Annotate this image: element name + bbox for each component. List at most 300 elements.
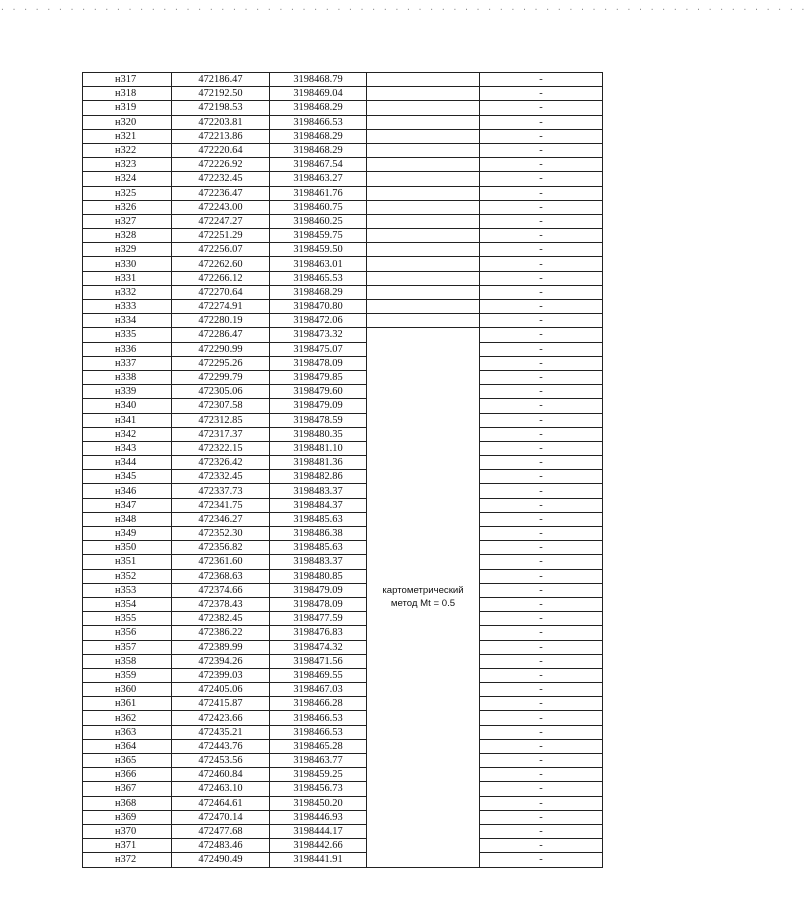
table-row [83,754,603,768]
method-cell-empty [367,200,480,214]
description-cell: - [480,754,603,768]
description-cell: - [480,768,603,782]
description-cell: - [480,654,603,668]
x-coordinate-cell: 472346.27 [172,512,270,526]
description-cell: - [480,541,603,555]
x-coordinate-cell: 472186.47 [172,73,270,87]
table-row [83,314,603,328]
method-cell-empty [367,214,480,228]
description-cell: - [480,158,603,172]
y-coordinate-cell: 3198444.17 [270,824,367,838]
y-coordinate-cell: 3198466.28 [270,697,367,711]
description-cell: - [480,725,603,739]
coordinates-table-body [83,73,603,868]
table-row [83,456,603,470]
method-cell-empty [367,158,480,172]
x-coordinate-cell: 472262.60 [172,257,270,271]
x-coordinate-cell: 472464.61 [172,796,270,810]
table-row [83,427,603,441]
y-coordinate-cell: 3198474.32 [270,640,367,654]
table-row [83,839,603,853]
x-coordinate-cell: 472423.66 [172,711,270,725]
description-cell: - [480,186,603,200]
x-coordinate-cell: 472443.76 [172,739,270,753]
description-cell: - [480,87,603,101]
table-row [83,186,603,200]
y-coordinate-cell: 3198467.03 [270,683,367,697]
method-cell-empty [367,285,480,299]
point-id-cell: н350 [83,541,172,555]
point-id-cell: н369 [83,810,172,824]
y-coordinate-cell: 3198463.27 [270,172,367,186]
description-cell: - [480,356,603,370]
method-cell-empty [367,143,480,157]
y-coordinate-cell: 3198483.37 [270,484,367,498]
description-cell: - [480,668,603,682]
description-cell: - [480,229,603,243]
y-coordinate-cell: 3198485.63 [270,512,367,526]
x-coordinate-cell: 472192.50 [172,87,270,101]
table-row [83,768,603,782]
y-coordinate-cell: 3198468.29 [270,143,367,157]
y-coordinate-cell: 3198463.77 [270,754,367,768]
x-coordinate-cell: 472389.99 [172,640,270,654]
method-cell-empty [367,87,480,101]
x-coordinate-cell: 472382.45 [172,612,270,626]
y-coordinate-cell: 3198466.53 [270,115,367,129]
y-coordinate-cell: 3198486.38 [270,527,367,541]
y-coordinate-cell: 3198478.09 [270,356,367,370]
table-row [83,413,603,427]
y-coordinate-cell: 3198479.09 [270,399,367,413]
point-id-cell: н327 [83,214,172,228]
y-coordinate-cell: 3198472.06 [270,314,367,328]
y-coordinate-cell: 3198473.32 [270,328,367,342]
x-coordinate-cell: 472337.73 [172,484,270,498]
point-id-cell: н355 [83,612,172,626]
y-coordinate-cell: 3198465.28 [270,739,367,753]
point-id-cell: н331 [83,271,172,285]
table-row [83,683,603,697]
description-cell: - [480,413,603,427]
point-id-cell: н365 [83,754,172,768]
x-coordinate-cell: 472232.45 [172,172,270,186]
y-coordinate-cell: 3198479.09 [270,583,367,597]
point-id-cell: н351 [83,555,172,569]
description-cell: - [480,612,603,626]
point-id-cell: н360 [83,683,172,697]
method-name: картометрический [382,585,464,597]
y-coordinate-cell: 3198467.54 [270,158,367,172]
point-id-cell: н343 [83,441,172,455]
x-coordinate-cell: 472198.53 [172,101,270,115]
x-coordinate-cell: 472203.81 [172,115,270,129]
y-coordinate-cell: 3198468.29 [270,285,367,299]
table-row [83,271,603,285]
table-row [83,285,603,299]
point-id-cell: н357 [83,640,172,654]
description-cell: - [480,456,603,470]
point-id-cell: н325 [83,186,172,200]
x-coordinate-cell: 472386.22 [172,626,270,640]
method-cell-empty [367,243,480,257]
description-cell: - [480,285,603,299]
x-coordinate-cell: 472453.56 [172,754,270,768]
table-row [83,739,603,753]
description-cell: - [480,782,603,796]
x-coordinate-cell: 472378.43 [172,597,270,611]
table-row [83,569,603,583]
point-id-cell: н348 [83,512,172,526]
x-coordinate-cell: 472322.15 [172,441,270,455]
table-row [83,470,603,484]
table-row [83,129,603,143]
x-coordinate-cell: 472280.19 [172,314,270,328]
point-id-cell: н321 [83,129,172,143]
x-coordinate-cell: 472477.68 [172,824,270,838]
point-id-cell: н336 [83,342,172,356]
x-coordinate-cell: 472213.86 [172,129,270,143]
table-row [83,115,603,129]
table-row [83,300,603,314]
point-id-cell: н333 [83,300,172,314]
description-cell: - [480,441,603,455]
y-coordinate-cell: 3198466.53 [270,725,367,739]
x-coordinate-cell: 472256.07 [172,243,270,257]
table-row [83,810,603,824]
table-row [83,654,603,668]
y-coordinate-cell: 3198481.10 [270,441,367,455]
y-coordinate-cell: 3198442.66 [270,839,367,853]
x-coordinate-cell: 472405.06 [172,683,270,697]
method-cell-empty [367,271,480,285]
description-cell: - [480,640,603,654]
table-row [83,484,603,498]
x-coordinate-cell: 472305.06 [172,385,270,399]
x-coordinate-cell: 472374.66 [172,583,270,597]
description-cell: - [480,569,603,583]
x-coordinate-cell: 472243.00 [172,200,270,214]
point-id-cell: н367 [83,782,172,796]
point-id-cell: н332 [83,285,172,299]
description-cell: - [480,527,603,541]
description-cell: - [480,711,603,725]
point-id-cell: н324 [83,172,172,186]
description-cell: - [480,200,603,214]
y-coordinate-cell: 3198479.85 [270,370,367,384]
point-id-cell: н346 [83,484,172,498]
method-cell-empty [367,115,480,129]
table-row [83,512,603,526]
method-cell-empty [367,101,480,115]
header-scan-marks: . . . . . . . . . . . . . . . . . . . . . . . . . . . . . . . . . . . . . . . . . . . . . . . . . . . . . . . . . . . . . . . . . . . . . . [0,4,806,13]
y-coordinate-cell: 3198463.01 [270,257,367,271]
table-row [83,229,603,243]
description-cell: - [480,427,603,441]
x-coordinate-cell: 472226.92 [172,158,270,172]
table-row [83,73,603,87]
x-coordinate-cell: 472394.26 [172,654,270,668]
point-id-cell: н353 [83,583,172,597]
table-row [83,370,603,384]
table-row [83,796,603,810]
x-coordinate-cell: 472415.87 [172,697,270,711]
point-id-cell: н342 [83,427,172,441]
table-row [83,172,603,186]
y-coordinate-cell: 3198480.85 [270,569,367,583]
y-coordinate-cell: 3198469.55 [270,668,367,682]
description-cell: - [480,626,603,640]
point-id-cell: н364 [83,739,172,753]
table-row [83,541,603,555]
y-coordinate-cell: 3198441.91 [270,853,367,867]
point-id-cell: н341 [83,413,172,427]
y-coordinate-cell: 3198466.53 [270,711,367,725]
y-coordinate-cell: 3198483.37 [270,555,367,569]
x-coordinate-cell: 472352.30 [172,527,270,541]
description-cell: - [480,370,603,384]
description-cell: - [480,271,603,285]
y-coordinate-cell: 3198476.83 [270,626,367,640]
point-id-cell: н358 [83,654,172,668]
x-coordinate-cell: 472356.82 [172,541,270,555]
table-row [83,342,603,356]
x-coordinate-cell: 472312.85 [172,413,270,427]
table-row [83,328,603,342]
table-row [83,158,603,172]
x-coordinate-cell: 472290.99 [172,342,270,356]
description-cell: - [480,172,603,186]
point-id-cell: н328 [83,229,172,243]
x-coordinate-cell: 472341.75 [172,498,270,512]
description-cell: - [480,143,603,157]
x-coordinate-cell: 472299.79 [172,370,270,384]
method-cell [367,328,480,867]
method-cell-empty [367,300,480,314]
x-coordinate-cell: 472361.60 [172,555,270,569]
point-id-cell: н372 [83,853,172,867]
x-coordinate-cell: 472236.47 [172,186,270,200]
y-coordinate-cell: 3198469.04 [270,87,367,101]
method-cell-empty [367,257,480,271]
table-row [83,597,603,611]
x-coordinate-cell: 472368.63 [172,569,270,583]
table-row [83,87,603,101]
point-id-cell: н344 [83,456,172,470]
y-coordinate-cell: 3198465.53 [270,271,367,285]
x-coordinate-cell: 472295.26 [172,356,270,370]
description-cell: - [480,342,603,356]
table-row [83,824,603,838]
description-cell: - [480,243,603,257]
point-id-cell: н371 [83,839,172,853]
table-row [83,711,603,725]
x-coordinate-cell: 472326.42 [172,456,270,470]
method-cell-empty [367,186,480,200]
description-cell: - [480,796,603,810]
y-coordinate-cell: 3198478.09 [270,597,367,611]
point-id-cell: н323 [83,158,172,172]
x-coordinate-cell: 472266.12 [172,271,270,285]
y-coordinate-cell: 3198460.75 [270,200,367,214]
description-cell: - [480,129,603,143]
y-coordinate-cell: 3198468.29 [270,129,367,143]
description-cell: - [480,214,603,228]
description-cell: - [480,328,603,342]
x-coordinate-cell: 472317.37 [172,427,270,441]
point-id-cell: н359 [83,668,172,682]
table-row [83,626,603,640]
y-coordinate-cell: 3198485.63 [270,541,367,555]
description-cell: - [480,470,603,484]
point-id-cell: н318 [83,87,172,101]
x-coordinate-cell: 472399.03 [172,668,270,682]
description-cell: - [480,810,603,824]
y-coordinate-cell: 3198479.60 [270,385,367,399]
description-cell: - [480,739,603,753]
description-cell: - [480,853,603,867]
y-coordinate-cell: 3198478.59 [270,413,367,427]
x-coordinate-cell: 472270.64 [172,285,270,299]
y-coordinate-cell: 3198450.20 [270,796,367,810]
table-row [83,668,603,682]
y-coordinate-cell: 3198468.29 [270,101,367,115]
x-coordinate-cell: 472490.49 [172,853,270,867]
table-row [83,101,603,115]
y-coordinate-cell: 3198475.07 [270,342,367,356]
method-cell-empty [367,314,480,328]
description-cell: - [480,314,603,328]
method-cell-empty [367,172,480,186]
x-coordinate-cell: 472274.91 [172,300,270,314]
description-cell: - [480,399,603,413]
method-cell-empty [367,229,480,243]
description-cell: - [480,697,603,711]
point-id-cell: н319 [83,101,172,115]
y-coordinate-cell: 3198484.37 [270,498,367,512]
x-coordinate-cell: 472247.27 [172,214,270,228]
point-id-cell: н352 [83,569,172,583]
y-coordinate-cell: 3198459.75 [270,229,367,243]
y-coordinate-cell: 3198468.79 [270,73,367,87]
y-coordinate-cell: 3198456.73 [270,782,367,796]
x-coordinate-cell: 472286.47 [172,328,270,342]
x-coordinate-cell: 472220.64 [172,143,270,157]
description-cell: - [480,257,603,271]
y-coordinate-cell: 3198470.80 [270,300,367,314]
table-row [83,853,603,867]
point-id-cell: н337 [83,356,172,370]
point-id-cell: н345 [83,470,172,484]
table-row [83,782,603,796]
point-id-cell: н326 [83,200,172,214]
coordinates-table [82,72,603,868]
x-coordinate-cell: 472483.46 [172,839,270,853]
y-coordinate-cell: 3198481.36 [270,456,367,470]
description-cell: - [480,824,603,838]
point-id-cell: н322 [83,143,172,157]
point-id-cell: н339 [83,385,172,399]
point-id-cell: н349 [83,527,172,541]
table-row [83,498,603,512]
y-coordinate-cell: 3198471.56 [270,654,367,668]
y-coordinate-cell: 3198482.86 [270,470,367,484]
y-coordinate-cell: 3198480.35 [270,427,367,441]
y-coordinate-cell: 3198446.93 [270,810,367,824]
table-row [83,725,603,739]
description-cell: - [480,300,603,314]
description-cell: - [480,839,603,853]
table-row [83,356,603,370]
description-cell: - [480,484,603,498]
table-row [83,243,603,257]
description-cell: - [480,512,603,526]
y-coordinate-cell: 3198459.50 [270,243,367,257]
point-id-cell: н361 [83,697,172,711]
description-cell: - [480,101,603,115]
description-cell: - [480,498,603,512]
point-id-cell: н330 [83,257,172,271]
table-row [83,200,603,214]
x-coordinate-cell: 472463.10 [172,782,270,796]
point-id-cell: н356 [83,626,172,640]
x-coordinate-cell: 472307.58 [172,399,270,413]
table-row [83,399,603,413]
table-row [83,583,603,597]
point-id-cell: н347 [83,498,172,512]
point-id-cell: н368 [83,796,172,810]
point-id-cell: н338 [83,370,172,384]
table-row [83,555,603,569]
method-accuracy: метод Mt = 0.5 [390,598,456,610]
table-row [83,214,603,228]
table-row [83,441,603,455]
table-row [83,143,603,157]
description-cell: - [480,115,603,129]
point-id-cell: н317 [83,73,172,87]
y-coordinate-cell: 3198477.59 [270,612,367,626]
table-row [83,257,603,271]
table-row [83,527,603,541]
point-id-cell: н334 [83,314,172,328]
table-row [83,640,603,654]
x-coordinate-cell: 472332.45 [172,470,270,484]
point-id-cell: н335 [83,328,172,342]
point-id-cell: н370 [83,824,172,838]
point-id-cell: н362 [83,711,172,725]
description-cell: - [480,683,603,697]
point-id-cell: н354 [83,597,172,611]
point-id-cell: н363 [83,725,172,739]
table-row [83,697,603,711]
point-id-cell: н320 [83,115,172,129]
description-cell: - [480,597,603,611]
y-coordinate-cell: 3198459.25 [270,768,367,782]
point-id-cell: н340 [83,399,172,413]
method-cell-empty [367,73,480,87]
description-cell: - [480,583,603,597]
table-row [83,612,603,626]
x-coordinate-cell: 472251.29 [172,229,270,243]
x-coordinate-cell: 472470.14 [172,810,270,824]
point-id-cell: н366 [83,768,172,782]
y-coordinate-cell: 3198461.76 [270,186,367,200]
description-cell: - [480,385,603,399]
x-coordinate-cell: 472460.84 [172,768,270,782]
x-coordinate-cell: 472435.21 [172,725,270,739]
point-id-cell: н329 [83,243,172,257]
description-cell: - [480,555,603,569]
